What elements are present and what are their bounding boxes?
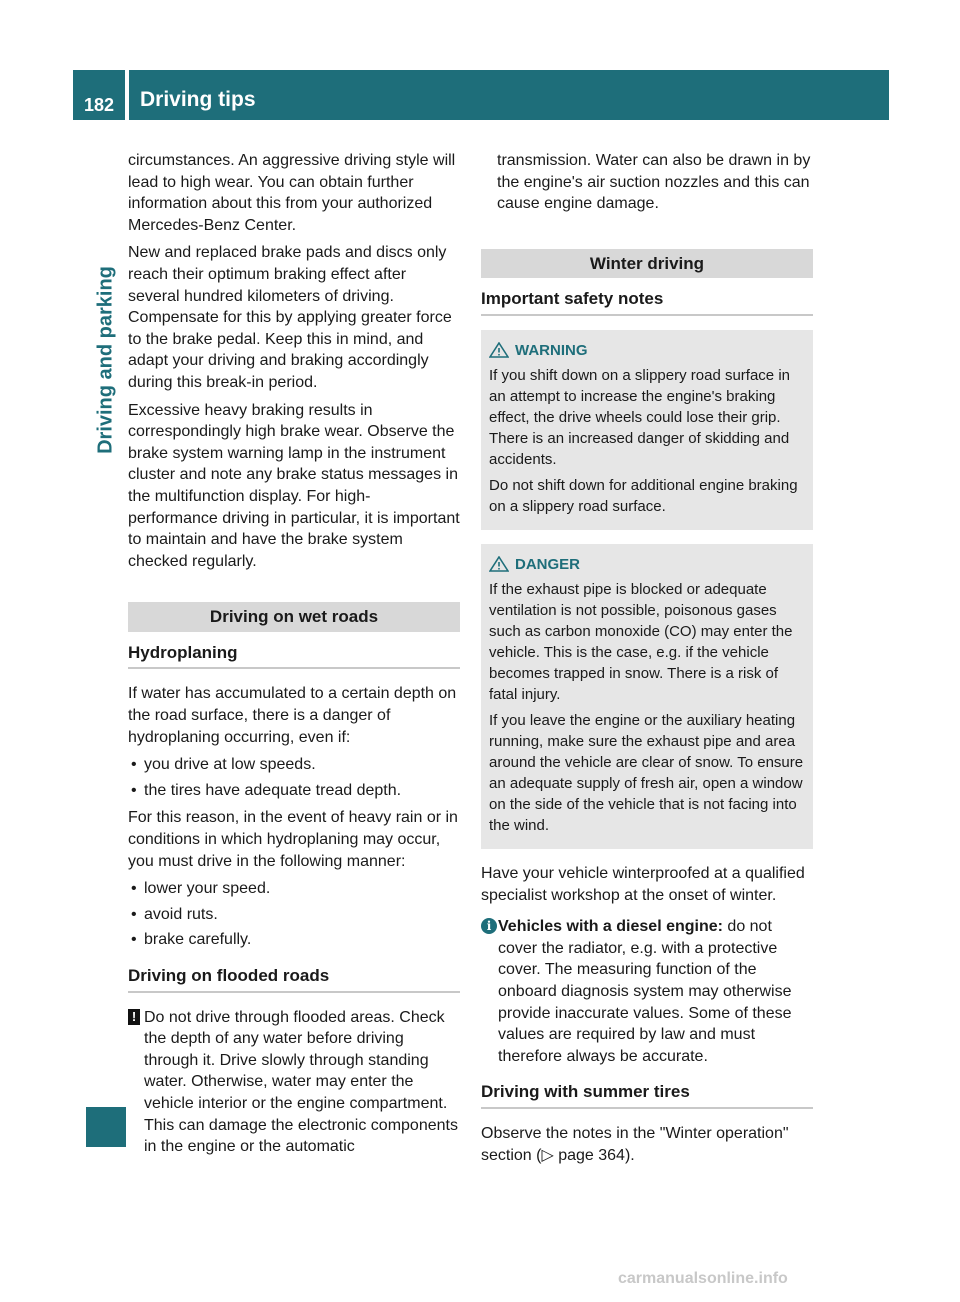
info-icon: i xyxy=(481,918,497,934)
subheading-safety-notes: Important safety notes xyxy=(481,288,813,316)
bullet-list xyxy=(128,754,460,801)
section-heading-wet-roads: Driving on wet roads xyxy=(128,602,460,632)
paragraph: New and replaced brake pads and discs only reach their optimum braking effect after several hundred kilometers of driving. Compensate for this by applying greater force to the brake pedal. Keep this in mind, and adapt your driving and braking accordingly during this break-in period. xyxy=(128,244,452,391)
list-item: • you drive at low speeds. xyxy=(128,754,460,776)
list-item: • lower your speed. xyxy=(128,878,460,900)
paragraph: circumstances. An aggressive driving style will lead to high wear. You can obtain further information about this from your authorized Mercedes-Benz Center. xyxy=(128,152,456,234)
warning-triangle-icon xyxy=(489,342,509,358)
danger-text: If the exhaust pipe is blocked or adequate ventilation is not possible, poisonous gases such as carbon monoxide (CO) may enter the vehicle. This is the case, e.g. if the vehicle becomes trapped in snow. There is a risk of fatal injury. xyxy=(489,580,793,703)
left-column xyxy=(128,150,460,1158)
danger-box xyxy=(481,544,813,849)
subheading-hydroplaning: Hydroplaning xyxy=(128,642,460,670)
danger-title xyxy=(489,554,805,575)
side-chapter-label: Driving and parking xyxy=(94,266,117,454)
paragraph: Have your vehicle winterproofed at a qualified specialist workshop at the onset of winter. xyxy=(481,864,805,904)
page-number: 182 xyxy=(83,95,115,115)
continued-paragraph xyxy=(481,150,813,215)
side-tab-block xyxy=(86,1107,126,1147)
section-heading-winter: Winter driving xyxy=(481,249,813,279)
caution-icon: ! xyxy=(128,1009,140,1025)
danger-triangle-icon xyxy=(489,556,509,572)
warning-text: If you shift down on a slippery road surface in an attempt to increase the engine's braking effect, the drive wheels could lose their grip. There is an increased danger of skidding and accidents. xyxy=(489,366,790,468)
caution-text: Do not drive through flooded areas. Check the depth of any water before driving through it. Drive slowly through standing water. Otherwise, water may enter the vehicle interior or the engine compartment. This can damage the electronic components in the engine or the automatic xyxy=(144,1008,458,1156)
warning-text: Do not shift down for additional engine braking on a slippery road surface. xyxy=(489,476,798,515)
continued-text: transmission. Water can also be drawn in by the engine's air suction nozzles and this can cause engine damage. xyxy=(497,152,811,213)
paragraph: For this reason, in the event of heavy rain or in conditions in which hydroplaning may occur, you must drive in the following manner: xyxy=(128,809,458,870)
list-item: • brake carefully. xyxy=(128,929,460,951)
info-note xyxy=(481,916,813,1067)
header-divider xyxy=(125,70,129,120)
watermark: carmanualsonline.info xyxy=(618,1270,788,1287)
caution-note xyxy=(128,1007,460,1158)
paragraph: Excessive heavy braking results in correspondingly high brake wear. Observe the brake system warning lamp in the instrument cluster and note any brake status messages in the multifunction display. For high-performance driving in particular, it is important to maintain and have the brake system checked regularly. xyxy=(128,401,460,570)
info-text: do not cover the radiator, e.g. with a protective cover. The measuring function of the onboard diagnosis system may otherwise provide inaccurate values. Some of these values are required by law and must therefore always be accurate. xyxy=(498,918,792,1065)
subheading-summer-tires: Driving with summer tires xyxy=(481,1081,813,1109)
list-item: • avoid ruts. xyxy=(128,904,460,926)
warning-title xyxy=(489,340,805,361)
right-column xyxy=(481,150,813,1172)
info-lead: Vehicles with a diesel engine: xyxy=(498,918,723,936)
warning-title-text: WARNING xyxy=(515,341,588,359)
page-title: Driving tips xyxy=(140,88,256,111)
subheading-flooded-roads: Driving on flooded roads xyxy=(128,965,460,993)
paragraph: If water has accumulated to a certain depth on the road surface, there is a danger of hydroplaning occurring, even if: xyxy=(128,685,457,746)
warning-box xyxy=(481,330,813,530)
bullet-list xyxy=(128,878,460,951)
danger-title-text: DANGER xyxy=(515,555,581,573)
paragraph: Observe the notes in the "Winter operation" section (▷ page 364). xyxy=(481,1124,789,1164)
danger-text: If you leave the engine or the auxiliary heating running, make sure the exhaust pipe and area around the vehicle are clear of snow. To ensure an adequate supply of fresh air, open a window on the side of the vehicle that is not facing into the wind. xyxy=(489,711,804,834)
list-item: • the tires have adequate tread depth. xyxy=(128,780,460,802)
